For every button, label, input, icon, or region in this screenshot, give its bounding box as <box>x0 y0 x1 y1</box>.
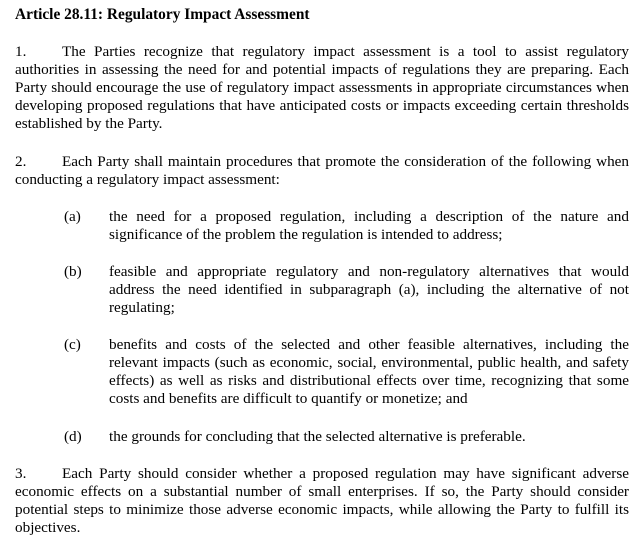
subparagraph-label: (a) <box>64 208 81 225</box>
paragraph-number: 1. <box>15 43 27 60</box>
subparagraph-text: benefits and costs of the selected and other feasible alternatives, including the relevant impacts (such as economic, social, environmental, public health, and safety effects) as well as risks and distributional effects over time, recognizing that some costs and benefits are difficult to quantify or monetize; and <box>109 336 629 407</box>
subparagraph-label: (d) <box>64 428 82 445</box>
subparagraph-text: the grounds for concluding that the selected alternative is preferable. <box>109 428 526 445</box>
subparagraph-text: the need for a proposed regulation, including a description of the nature and significance of the problem the regulation is intended to address; <box>109 208 629 243</box>
paragraph-2 <box>15 153 629 189</box>
paragraph-number: 3. <box>15 465 27 482</box>
subparagraph-c <box>64 336 629 408</box>
paragraph-text: Each Party shall maintain procedures that promote the consideration of the following when conducting a regulatory impact assessment: <box>15 153 629 188</box>
article-title: Article 28.11: Regulatory Impact Assessment <box>15 6 310 23</box>
subparagraph-label: (b) <box>64 263 82 280</box>
subparagraph-b <box>64 263 629 317</box>
paragraph-text: The Parties recognize that regulatory impact assessment is a tool to assist regulatory authorities in assessing the need for and potential impacts of regulations they are preparing. Each Party should encourage the use of regulatory impact assessments in appropriate circumstances when developing proposed regulations that have anticipated costs or impacts exceeding certain thresholds established by the Party. <box>15 43 629 132</box>
paragraph-1 <box>15 43 629 133</box>
subparagraph-text: feasible and appropriate regulatory and non-regulatory alternatives that would address the need identified in subparagraph (a), including the alternative of not regulating; <box>109 263 629 316</box>
paragraph-number: 2. <box>15 153 27 170</box>
subparagraph-a <box>64 208 629 244</box>
paragraph-text: Each Party should consider whether a proposed regulation may have significant adverse economic effects on a substantial number of small enterprises. If so, the Party should consider potential steps to minimize those adverse economic impacts, while allowing the Party to fulfill its objectives. <box>15 465 629 536</box>
subparagraph-d <box>64 428 629 446</box>
subparagraph-label: (c) <box>64 336 81 353</box>
paragraph-3 <box>15 465 629 537</box>
